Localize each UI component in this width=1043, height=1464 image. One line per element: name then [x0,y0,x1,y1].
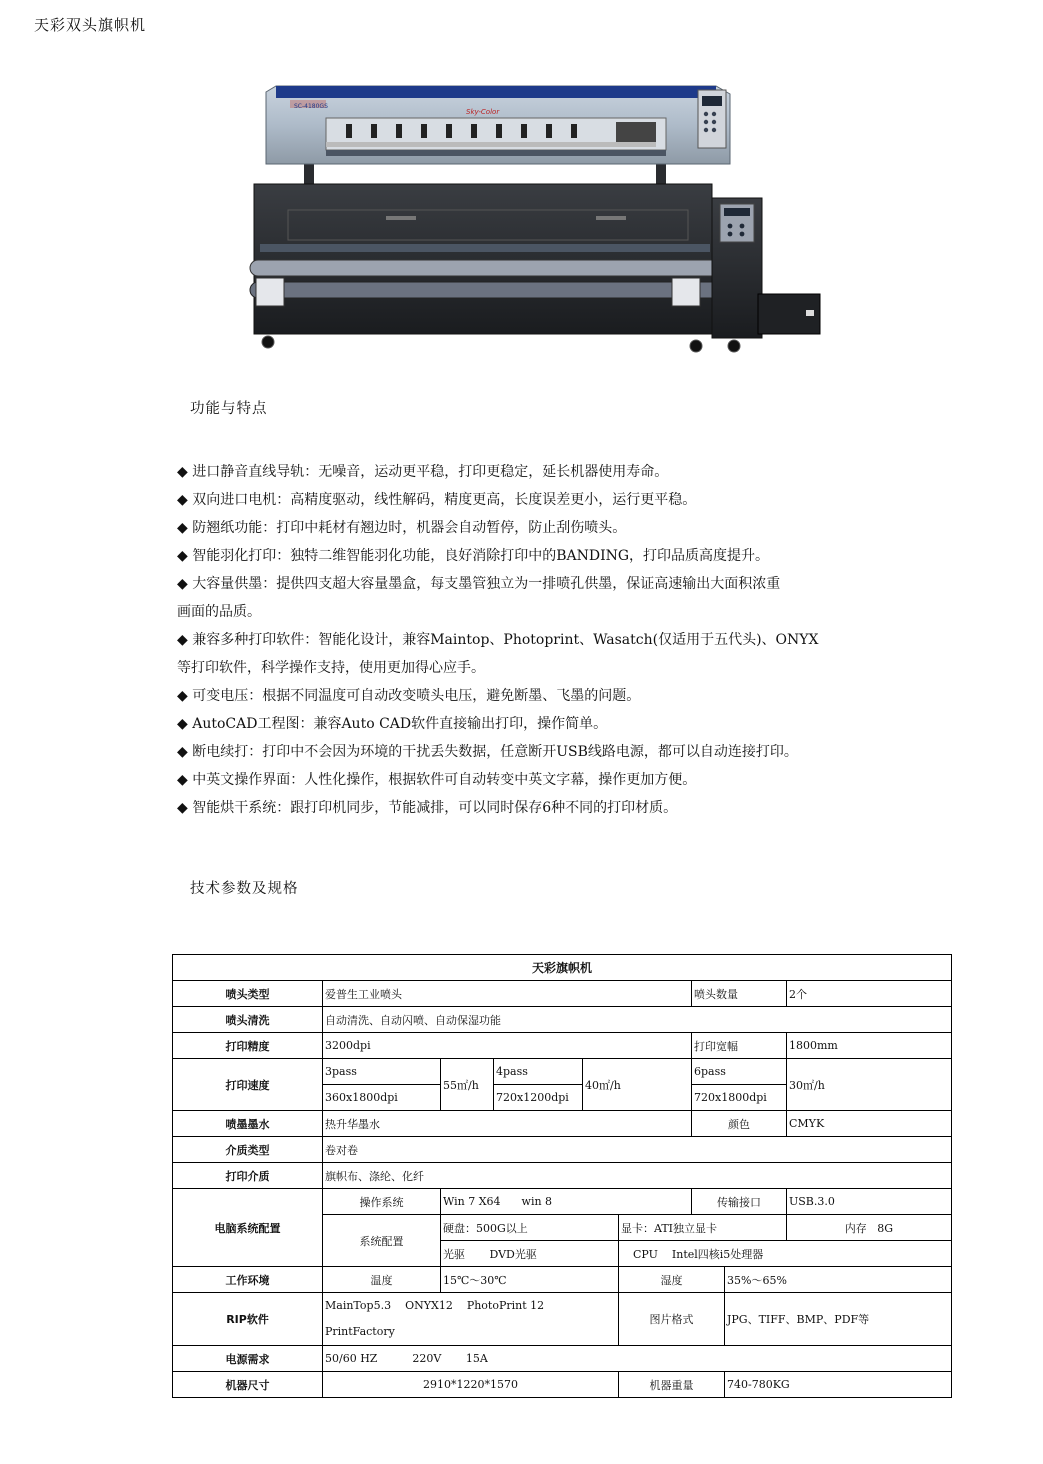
brand-label: Sky-Color [466,108,500,116]
feature-item: ◆ 断电续打：打印中不会因为环境的干扰丢失数据，任意断开USB线路电源，都可以自动连接打印。 [177,744,798,760]
printer-image [236,84,826,356]
feature-item: ◆ 兼容多种打印软件：智能化设计，兼容Maintop、Photoprint、Wasatch(仅适用于五代头)、ONYX [177,632,819,648]
feature-item: ◆ 智能烘干系统：跟打印机同步，节能减排，可以同时保存6种不同的打印材质。 [177,800,678,816]
spec-table [172,954,952,1398]
document-title: 天彩双头旗帜机 [34,16,147,34]
size-value: 2910*1220*1570 [323,1372,619,1398]
model-label: SC-4180GS [294,103,328,110]
speed-pass: 6pass [692,1059,787,1085]
disk-value: 硬盘：500G以上 [441,1215,619,1241]
feature-item: ◆ 防翘纸功能：打印中耗材有翘边时，机器会自动暂停，防止刮伤喷头。 [177,520,627,536]
feature-item: ◆ 双向进口电机：高精度驱动，线性解码，精度更高，长度误差更小，运行更平稳。 [177,492,697,508]
pc-config-label: 电脑系统配置 [173,1189,323,1267]
precision-value: 3200dpi [323,1033,692,1059]
feature-item: ◆ 进口静音直线导轨：无噪音，运动更平稳，打印更稳定，延长机器使用寿命。 [177,464,669,480]
humidity-label: 湿度 [619,1267,725,1293]
feature-item-continued: 画面的品质。 [177,604,261,620]
temp-label: 温度 [323,1267,441,1293]
ink-value: 热升华墨水 [323,1111,692,1137]
feature-item: ◆ 智能羽化打印：独特二维智能羽化功能，良好消除打印中的BANDING，打印品质高度提升。 [177,548,770,564]
rip-value: MainTop5.3 ONYX12 PhotoPrint 12 PrintFactory [323,1293,619,1346]
head-type-value: 爱普生工业喷头 [323,981,692,1007]
weight-label: 机器重量 [619,1372,725,1398]
feature-item-continued: 等打印软件，科学操作支持，使用更加得心应手。 [177,660,485,676]
precision-label: 打印精度 [173,1033,323,1059]
size-label: 机器尺寸 [173,1372,323,1398]
features-heading: 功能与特点 [190,401,268,417]
humidity-value: 35%～65% [725,1267,952,1293]
power-value: 50/60 HZ 220V 15A [323,1346,952,1372]
table-title: 天彩旗帜机 [173,955,952,981]
weight-value: 740-780KG [725,1372,952,1398]
specs-heading: 技术参数及规格 [190,881,299,897]
speed-rate: 55㎡/h [441,1059,494,1111]
feature-list [177,458,887,822]
feature-item: ◆ 中英文操作界面：人性化操作，根据软件可自动转变中英文字幕，操作更加方便。 [177,772,697,788]
head-clean-value: 自动清洗、自动闪喷、自动保湿功能 [323,1007,952,1033]
feature-item: ◆ 大容量供墨：提供四支超大容量墨盒，每支墨管独立为一排喷孔供墨，保证高速输出大面积浓重 [177,576,781,592]
media-label: 打印介质 [173,1163,323,1189]
sys-config-label: 系统配置 [323,1215,441,1267]
media-type-label: 介质类型 [173,1137,323,1163]
port-value: USB.3.0 [787,1189,952,1215]
media-type-value: 卷对卷 [323,1137,952,1163]
head-count-label: 喷头数量 [692,981,787,1007]
drive-value: 光驱 DVD光驱 [441,1241,619,1267]
width-label: 打印宽幅 [692,1033,787,1059]
feature-item: ◆ AutoCAD工程图：兼容Auto CAD软件直接输出打印，操作简单。 [177,716,608,732]
ink-label: 喷墨墨水 [173,1111,323,1137]
format-value: JPG、TIFF、BMP、PDF等 [725,1293,952,1346]
speed-label: 打印速度 [173,1059,323,1111]
speed-rate: 30㎡/h [787,1059,952,1111]
head-clean-label: 喷头清洗 [173,1007,323,1033]
gpu-value: 显卡：ATI独立显卡 [619,1215,787,1241]
speed-pass: 4pass [494,1059,583,1085]
speed-rate: 40㎡/h [583,1059,692,1111]
color-label: 颜色 [692,1111,787,1137]
power-label: 电源需求 [173,1346,323,1372]
speed-dpi: 720x1200dpi [494,1085,583,1111]
speed-dpi: 720x1800dpi [692,1085,787,1111]
env-label: 工作环境 [173,1267,323,1293]
head-type-label: 喷头类型 [173,981,323,1007]
os-value: Win 7 X64 win 8 [441,1189,692,1215]
color-value: CMYK [787,1111,952,1137]
width-value: 1800mm [787,1033,952,1059]
head-count-value: 2个 [787,981,952,1007]
speed-pass: 3pass [323,1059,441,1085]
feature-item: ◆ 可变电压：根据不同温度可自动改变喷头电压，避免断墨、飞墨的问题。 [177,688,641,704]
ram-value: 内存 8G [787,1215,952,1241]
rip-label: RIP软件 [173,1293,323,1346]
format-label: 图片格式 [619,1293,725,1346]
cpu-value: CPU Intel四核i5处理器 [619,1241,952,1267]
temp-value: 15℃～30℃ [441,1267,619,1293]
port-label: 传输接口 [692,1189,787,1215]
speed-dpi: 360x1800dpi [323,1085,441,1111]
media-value: 旗帜布、涤纶、化纤 [323,1163,952,1189]
os-label: 操作系统 [323,1189,441,1215]
